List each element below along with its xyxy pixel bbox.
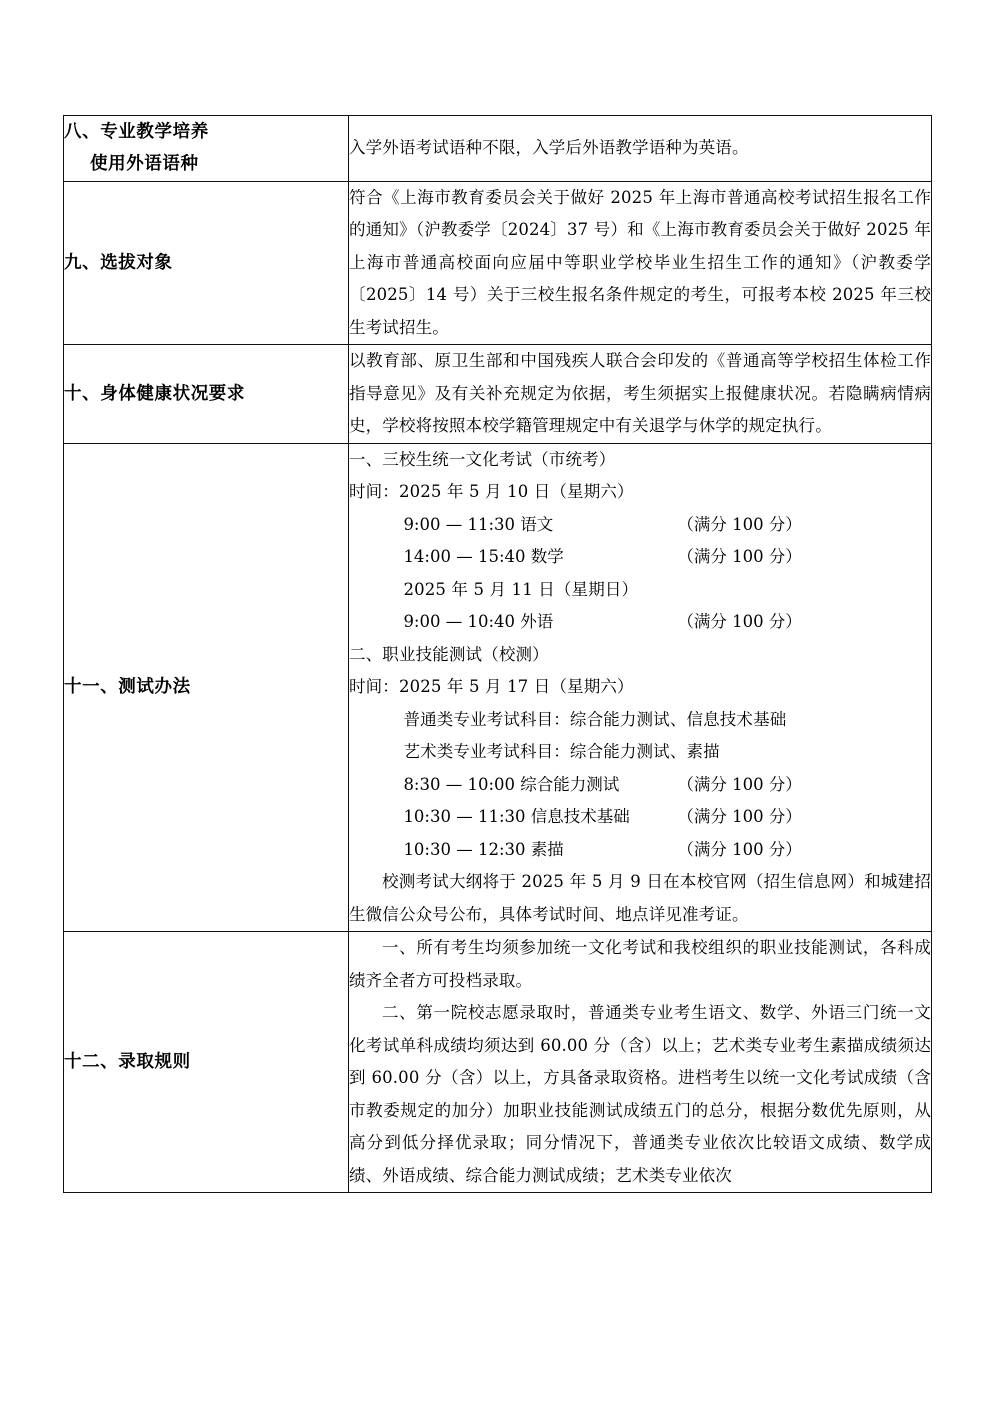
row-label-cell-9 — [64, 181, 349, 345]
schedule-score: （满分 100 分） — [677, 774, 802, 794]
row-label-line: 十二、录取规则 — [64, 1052, 191, 1073]
schedule-score: （满分 100 分） — [677, 547, 802, 567]
schedule-time: 9:00 — 10:40 外语 — [403, 612, 554, 632]
row-content-cell-8 — [349, 116, 932, 182]
schedule-entry — [349, 509, 931, 542]
content-paragraph: 一、所有考生均须参加统一文化考试和我校组织的职业技能测试，各科成绩齐全者方可投档录取。 — [349, 938, 931, 990]
schedule-time: 14:00 — 15:40 数学 — [403, 547, 564, 567]
schedule-heading: 二、职业技能测试（校测） — [349, 644, 549, 664]
schedule-time: 10:30 — 12:30 素描 — [403, 839, 564, 859]
row-label-cell-11 — [64, 443, 349, 932]
schedule-heading: 一、三校生统一文化考试（市统考） — [349, 449, 616, 469]
schedule-score: （满分 100 分） — [677, 839, 802, 859]
row-label-line: 十一、测试办法 — [64, 677, 191, 698]
schedule-entry — [349, 834, 931, 867]
row-label-cell-8 — [64, 116, 349, 182]
table-row — [64, 932, 932, 1193]
schedule-score: （满分 100 分） — [677, 612, 802, 632]
schedule-entry — [349, 801, 931, 834]
schedule-entry — [349, 769, 931, 802]
schedule-score: （满分 100 分） — [677, 807, 802, 827]
table-row — [64, 345, 932, 444]
content-paragraph: 二、第一院校志愿录取时，普通类专业考生语文、数学、外语三门统一文化考试单科成绩均须达到 60.00 分（含）以上；艺术类专业考生素描成绩须达到 60.00 分（含）以上，方具备录取资格。进档考生以统一文化考试成绩（含市教委规定的加分）加职业技能测试成绩五门的总分，根据分数优先原则，从高分到低分择优录取；同分情况下，普通类专业依次比较语文成绩、数学成绩、外语成绩、综合能力测试成绩；艺术类专业依次 — [349, 1003, 931, 1185]
row-label-line: 八、专业教学培养 — [64, 122, 209, 142]
row-label-cell-12 — [64, 932, 349, 1193]
schedule-subline: 2025 年 5 月 11 日（星期日） — [403, 579, 639, 599]
admission-spec-table — [63, 115, 932, 1193]
row-content-cell-10 — [349, 345, 932, 444]
schedule-heading: 时间：2025 年 5 月 17 日（星期六） — [349, 677, 634, 697]
schedule-entry — [349, 606, 931, 639]
content-paragraph: 入学外语考试语种不限，入学后外语教学语种为英语。 — [349, 138, 749, 158]
content-paragraph: 以教育部、原卫生部和中国残疾人联合会印发的《普通高等学校招生体检工作指导意见》及有关补充规定为依据，考生须据实上报健康状况。若隐瞒病情病史，学校将按照本校学籍管理规定中有关退学与休学的规定执行。 — [349, 351, 931, 436]
row-label-line: 十、身体健康状况要求 — [64, 383, 245, 404]
row-content-cell-9 — [349, 181, 932, 345]
schedule-note: 校测考试大纲将于 2025 年 5 月 9 日在本校官网（招生信息网）和城建招生微信公众号公布，具体考试时间、地点详见准考证。 — [349, 872, 931, 924]
table-row — [64, 443, 932, 932]
schedule-time: 10:30 — 11:30 信息技术基础 — [403, 807, 630, 827]
table-row — [64, 181, 932, 345]
content-paragraph: 符合《上海市教育委员会关于做好 2025 年上海市普通高校考试招生报名工作的通知》（沪教委学〔2024〕37 号）和《上海市教育委员会关于做好 2025 年上海市普通高校面向应届中等职业学校毕业生招生工作的通知》（沪教委学〔2025〕14 号）关于三校生报名条件规定的考生，可报考本校 2025 年三校生考试招生。 — [349, 187, 931, 337]
row-label-line: 九、选拔对象 — [64, 252, 173, 273]
row-content-cell-12 — [349, 932, 932, 1193]
schedule-heading: 时间：2025 年 5 月 10 日（星期六） — [349, 482, 634, 502]
table-row — [64, 116, 932, 182]
schedule-entry — [349, 541, 931, 574]
row-label-cell-10 — [64, 345, 349, 444]
row-label-line: 使用外语语种 — [90, 154, 199, 175]
schedule-score: （满分 100 分） — [677, 514, 802, 534]
schedule-subline: 普通类专业考试科目：综合能力测试、信息技术基础 — [403, 709, 787, 729]
test-schedule-block — [349, 444, 931, 932]
schedule-time: 8:30 — 10:00 综合能力测试 — [403, 774, 620, 794]
row-content-cell-11 — [349, 443, 932, 932]
schedule-subline: 艺术类专业考试科目：综合能力测试、素描 — [403, 742, 720, 762]
schedule-time: 9:00 — 11:30 语文 — [403, 514, 554, 534]
